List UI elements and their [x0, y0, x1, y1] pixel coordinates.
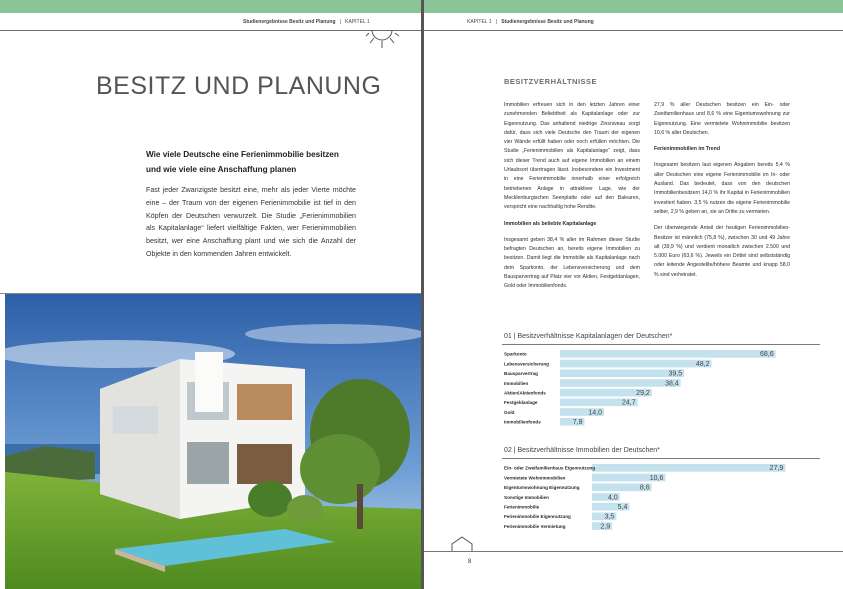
chart-value-label: 2,9	[600, 523, 611, 531]
chart-value-label: 3,5	[604, 513, 615, 521]
subheading: Ferienimmobilien im Trend	[654, 146, 721, 153]
chart-value-label: 68,6	[759, 351, 774, 359]
chart-bar	[560, 360, 712, 368]
chart-category-label: Ferienimmobilie Eigennutzung	[504, 514, 571, 520]
chapter-title: BESITZ UND PLANUNG	[96, 72, 382, 100]
running-head-chapter: KAPITEL 1	[467, 19, 492, 25]
chart-category-label: Festgeldanlage	[504, 400, 538, 406]
sun-icon	[366, 28, 402, 56]
chart-bar	[560, 350, 776, 358]
chart-2-rule	[502, 458, 820, 459]
chart-category-label: Vermietete Wohnimmobilien	[504, 475, 566, 481]
chart-2-real-estate	[502, 463, 817, 533]
left-page	[0, 0, 421, 589]
top-accent-bar	[424, 0, 843, 13]
chart-1-capital-investments	[502, 349, 817, 429]
chart-category-label: Aktien/Aktienfonds	[504, 390, 546, 396]
chart-category-label: Sparkonto	[504, 351, 527, 357]
paragraph: Insgesamt geben 38,4 % aller im Rahmen dieser Studie befragten Deutschen an, bereits eigene Immobilien zu besitzen. Damit liegt die Immobilie als Kapitalanlage nach dem Sparkonto, der Lebensversicherung und dem Bausparvertrag auf Platz vier vor Aktien, Festgeldanlagen, Gold oder Immobilienfonds.	[504, 236, 640, 290]
chart-value-label: 39,5	[668, 370, 683, 378]
page-number: 8	[468, 559, 472, 565]
subheading: Immobilien als beliebte Kapitalanlage	[504, 220, 597, 227]
chart-category-label: Eigentumswohnung Eigennutzung	[504, 485, 580, 491]
chart-bar	[592, 464, 785, 472]
chart-value-label: 24,7	[621, 399, 636, 407]
section-title: BESITZVERHÄLTNISSE	[504, 77, 598, 86]
chart-category-label: Ein- oder Zweifamilienhaus Eigennutzung	[504, 465, 596, 471]
header-rule	[424, 30, 843, 31]
chart-category-label: Sonstige Immobilien	[504, 494, 549, 500]
chart-value-label: 10,6	[649, 474, 664, 482]
chart-category-label: Immobilien	[504, 380, 529, 386]
chart-value-label: 29,2	[636, 390, 650, 397]
footer-rule	[424, 551, 843, 552]
chart-category-label: Lebensversicherung	[504, 361, 549, 367]
chart-category-label: Gold	[504, 409, 515, 415]
chart-1-rule	[502, 344, 820, 345]
top-accent-bar	[0, 0, 421, 13]
text-column-left	[504, 101, 640, 299]
chart-category-label: Bausparvertrag	[504, 371, 538, 377]
chart-value-label: 5,4	[617, 504, 628, 511]
chart-value-label: 4,0	[607, 494, 618, 502]
running-head-chapter: KAPITEL 1	[345, 19, 370, 25]
chart-bar	[560, 369, 684, 377]
running-head-title: Studienergebnisse Besitz und Planung	[243, 19, 336, 25]
chart-value-label: 27,9	[769, 465, 784, 473]
right-page	[424, 0, 843, 589]
chart-2-title: 02 | Besitzverhältnisse Immobilien der Deutschen*	[504, 447, 660, 454]
chart-value-label: 7,8	[572, 419, 583, 427]
chart-value-label: 48,2	[695, 360, 710, 368]
header-rule	[0, 30, 421, 31]
chart-category-label: Ferienimmobilie Vermietung	[504, 523, 566, 529]
villa-photo	[5, 294, 421, 589]
paragraph: Insgesamt besitzen laut eigenen Angaben bereits 5,4 % aller Deutschen eine eigene Ferienimmobilie im In- oder Ausland. Das bedeutet, dass von den deutschen Immobilienbesitzern 14,0 % ihr Kapital in Ferienimmobilien investiert haben. 3,5 % nutzen die eigene Ferienimmobilie selber, 2,9 % geben an, sie an Dritte zu vermieten.	[654, 162, 790, 215]
intro-paragraph: Fast jeder Zwanzigste besitzt eine, mehr als jeder Vierte möchte eine – der Traum von der eigenen Ferienimmobilie ist tief in den Köpfen der Deutschen verwurzelt. Die Studie „Ferienimmobilien als Kapitalanlage“ liefert vielfältige Fakten, wer Ferienimmobilien besitzt, wer eine Anschaffung plant und wie sich die Anzahl der Objekte in den kommenden Jahren entwickelt.	[146, 186, 356, 258]
paragraph: Immobilien erfreuen sich in den letzten Jahren einer zunehmenden Beliebtheit als Kapitalanlage oder zur Eigennutzung. Das anhaltend niedrige Zinsniveau sorgt dafür, dass sich viele Deutsche den Traum der eigenen vier Wände erfüllt haben oder noch erfüllen möchten. Die Studie „Ferienimmobilien als Kapitalanlage“ zeigt, dass sich dieser Trend auch auf eigene Immobilien an einem Urlaubsort übertragen lässt. Insbesondere ein Investment in eine Ferienimmobilie innerhalb einer erfolgreich betriebenen Anlage in attraktiver Lage, wie der Mecklenburgischen Seenplatte oder auf den Balearen, verspricht eine nachhaltig hohe Rendite.	[504, 102, 640, 211]
paragraph: Der überwiegende Anteil der heutigen Ferienimmobilien-Besitzer ist männlich (75,8 %), zwischen 30 und 49 Jahre alt (39,9 %) und verdient monatlich zwischen 2.500 und 5.000 Euro (63,6 %). Jeweils ein Drittel sind selbstständig oder leitende Angestellte/höhere Beamte und knapp 58,0 % sind verheiratet.	[654, 225, 790, 278]
chart-value-label: 14,0	[588, 409, 602, 417]
chart-value-label: 38,4	[665, 380, 679, 388]
running-head: KAPITEL 1 | Studienergebnisse Besitz und Planung	[467, 19, 594, 25]
house-outline-icon	[450, 535, 474, 552]
running-head-title: Studienergebnisse Besitz und Planung	[501, 19, 594, 25]
chart-category-label: Immobilienfonds	[504, 419, 541, 425]
chart-value-label: 8,6	[639, 484, 650, 492]
paragraph: 27,9 % aller Deutschen besitzen ein Ein- oder Zweifamilienhaus und 8,6 % eine Eigentumswohnung zur Eigennutzung. Eine vermietete Wohnimmobilie besitzen 10,6 % aller Deutschen.	[654, 102, 790, 136]
text-column-right	[654, 101, 790, 287]
running-head: Studienergebnisse Besitz und Planung | KAPITEL 1	[243, 19, 370, 25]
lead-paragraph: Wie viele Deutsche eine Ferienimmobilie besitzen und wie viele eine Anschaffung planen	[146, 150, 339, 174]
chart-bar	[560, 379, 681, 387]
chart-category-label: Ferienimmobilie	[504, 504, 540, 510]
chart-1-title: 01 | Besitzverhältnisse Kapitalanlagen der Deutschen*	[504, 333, 673, 340]
